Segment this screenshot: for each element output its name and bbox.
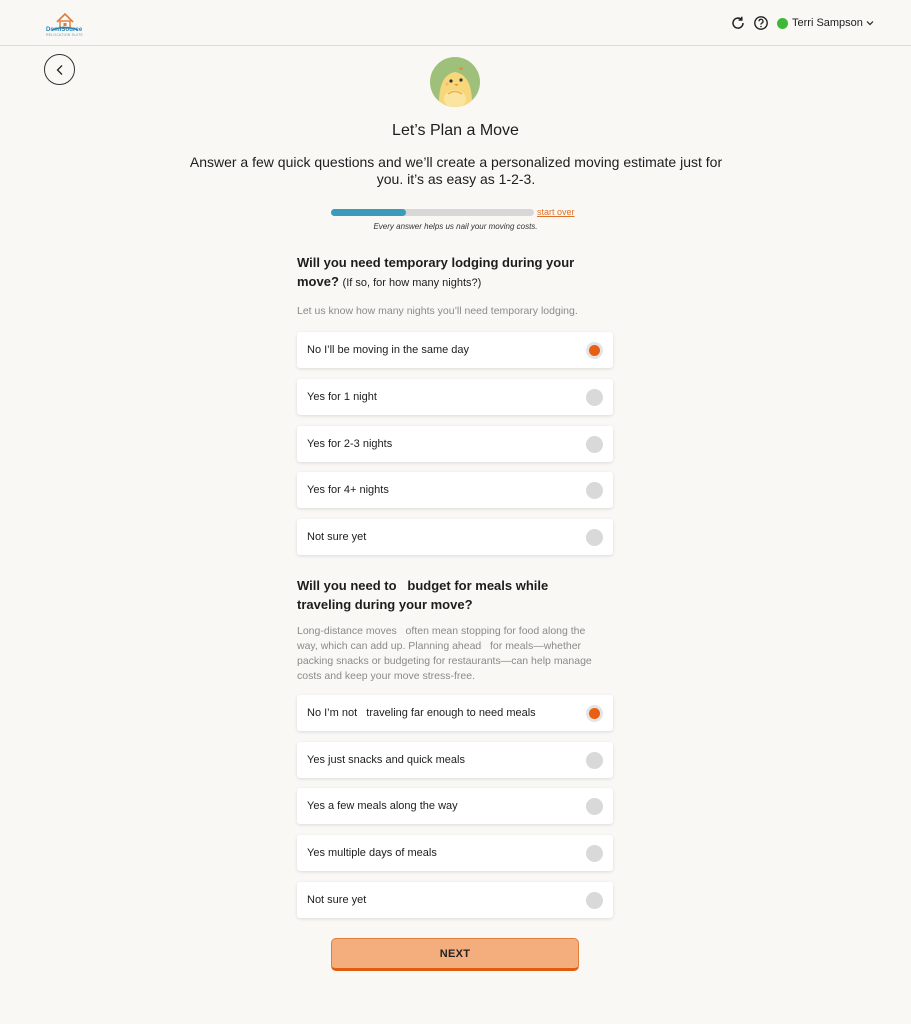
option-label: Yes just snacks and quick meals	[307, 754, 465, 766]
chevron-down-icon	[866, 19, 874, 27]
logo-tagline: RELOCATION SUITE	[46, 33, 83, 37]
user-name: Terri Sampson	[792, 17, 863, 29]
chick-mascot-icon	[430, 57, 480, 107]
start-over-link[interactable]: start over	[537, 207, 575, 217]
chevron-left-icon	[54, 64, 66, 76]
lodging-option-same-day[interactable]	[297, 332, 613, 368]
question-lodging-help: Let us know how many nights you’ll need temporary lodging.	[297, 305, 578, 317]
option-label: Yes multiple days of meals	[307, 847, 437, 859]
radio-button[interactable]	[586, 436, 603, 453]
option-label: Yes for 2-3 nights	[307, 438, 393, 450]
radio-button[interactable]	[586, 892, 603, 909]
question-lodging-title	[297, 253, 617, 293]
lodging-option-not-sure[interactable]	[297, 519, 613, 555]
user-menu[interactable]	[777, 15, 874, 31]
online-status-dot	[777, 18, 788, 29]
progress-note: Every answer helps us nail your moving costs.	[373, 222, 538, 231]
radio-button[interactable]	[586, 482, 603, 499]
radio-button[interactable]	[586, 798, 603, 815]
option-label: No I’m not traveling far enough to need meals	[307, 707, 536, 719]
option-label: Not sure yet	[307, 531, 367, 543]
lodging-option-4-plus-nights[interactable]	[297, 472, 613, 508]
radio-button[interactable]	[586, 705, 603, 722]
next-button[interactable]: NEXT	[331, 938, 579, 971]
meals-option-not-traveling-far[interactable]	[297, 695, 613, 731]
option-label: Yes for 4+ nights	[307, 484, 389, 496]
logo-wordmark: DomiSource	[46, 27, 83, 33]
radio-button[interactable]	[586, 752, 603, 769]
option-label: Yes a few meals along the way	[307, 800, 458, 812]
question-meals-help: Long-distance moves often mean stopping for food along the way, which can add up. Planning ahead for meals—whether packing snacks or budgeting for restaurants—can help manage costs and keep your move stress-free.	[297, 625, 601, 682]
refresh-icon[interactable]	[730, 15, 746, 31]
question-meals-title: Will you need to budget for meals while traveling during your move?	[297, 578, 552, 612]
back-button[interactable]	[44, 54, 75, 85]
lodging-option-1-night[interactable]	[297, 379, 613, 415]
meals-option-snacks[interactable]	[297, 742, 613, 778]
meals-option-few-meals[interactable]	[297, 788, 613, 824]
option-label: Yes for 1 night	[307, 391, 377, 403]
radio-button[interactable]	[586, 845, 603, 862]
lodging-option-2-3-nights[interactable]	[297, 426, 613, 462]
radio-button[interactable]	[586, 529, 603, 546]
progress-bar-fill	[331, 209, 406, 216]
help-icon[interactable]	[753, 15, 769, 31]
question-lodging-title-note: (If so, for how many nights?)	[342, 277, 482, 289]
radio-button[interactable]	[586, 342, 603, 359]
page-subtitle: Answer a few quick questions and we’ll create a personalized moving estimate just for you. it’s as easy as 1-2-3.	[189, 154, 723, 187]
question-lodging-title-text: Will you need temporary lodging during your move?	[297, 255, 575, 289]
radio-button[interactable]	[586, 389, 603, 406]
meals-option-not-sure[interactable]	[297, 882, 613, 918]
progress-bar	[331, 209, 534, 216]
page-title: Let’s Plan a Move	[392, 122, 519, 139]
option-label: Not sure yet	[307, 894, 367, 906]
option-label: No I’ll be moving in the same day	[307, 344, 470, 356]
meals-option-multiple-days[interactable]	[297, 835, 613, 871]
top-bar	[0, 0, 911, 46]
